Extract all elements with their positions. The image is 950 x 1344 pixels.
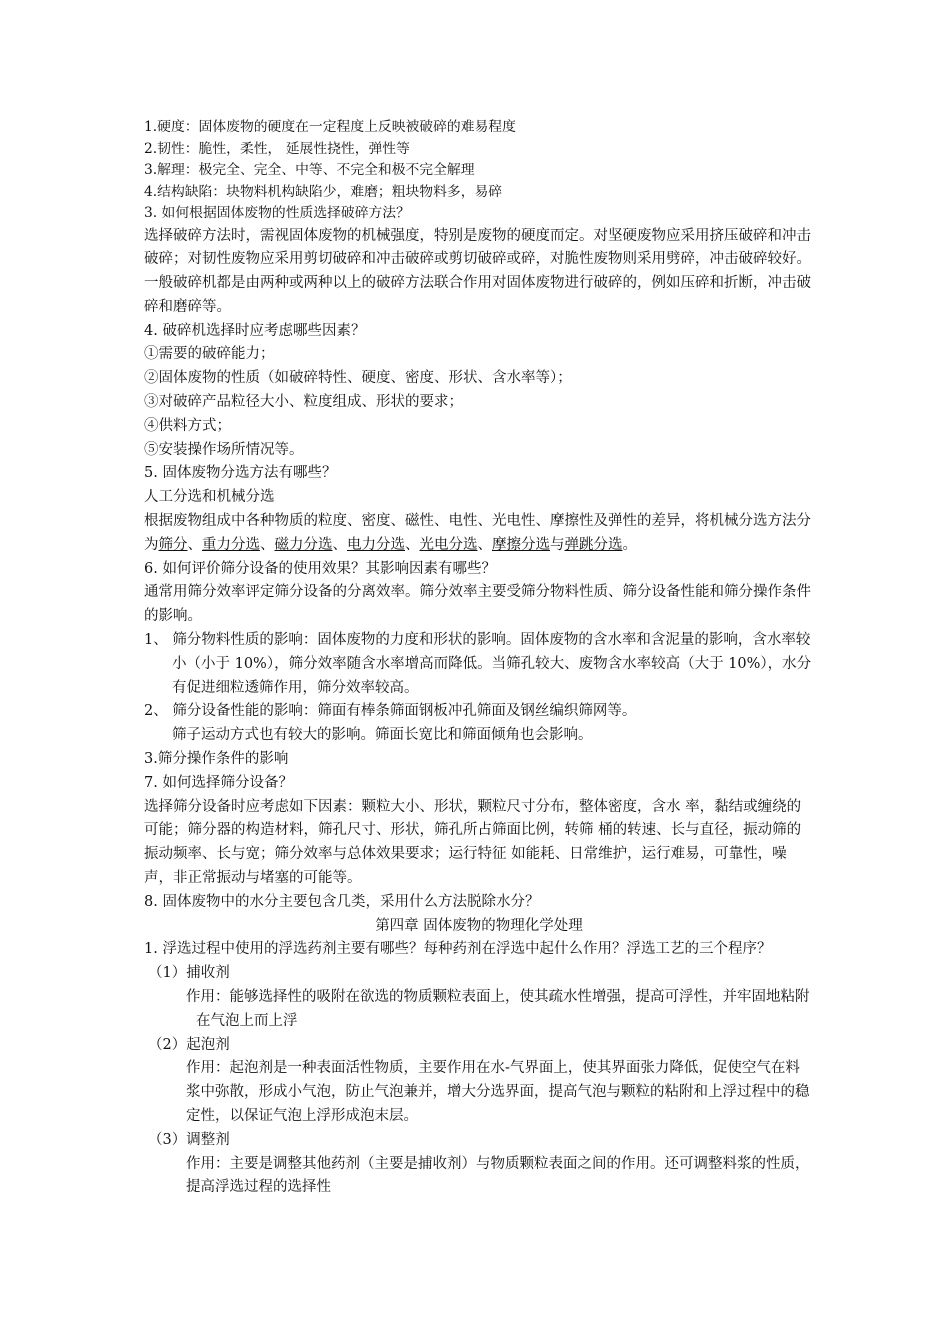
reagent-3-desc: 作用：主要是调整其他药剂（主要是捕收剂）与物质颗粒表面之间的作用。还可调整料浆的性质，提高浮选过程的选择性 (186, 1155, 810, 1196)
property-hardness: 1.硬度：固体废物的硬度在一定程度上反映被破碎的难易程度 (144, 119, 516, 135)
term-photoelectric: 光电分选 (419, 536, 478, 553)
separator: 、 (332, 536, 347, 553)
period: 。 (622, 536, 637, 553)
question-6: 6. 如何评价筛分设备的使用效果？其影响因素有哪些？ (144, 560, 496, 577)
answer-5-summary: 人工分选和机械分选 (144, 489, 275, 506)
influence-3: 3.筛分操作条件的影响 (144, 751, 289, 768)
answer-6: 通常用筛分效率评定筛分设备的分离效率。筛分效率主要受筛分物料性质、筛分设备性能和筛分操作条件的影响。 (144, 584, 811, 625)
factor-2: ②固体废物的性质（如破碎特性、硬度、密度、形状、含水率等）； (144, 370, 572, 387)
reagent-3-title: （3）调整剂 (148, 1131, 230, 1148)
term-bounce: 弹跳分选 (564, 536, 623, 553)
influence-1: 1、 筛分物料性质的影响：固体废物的力度和形状的影响。固体废物的含水率和含泥量的影响，含水率较小（小于 10%），筛分效率随含水率增高而降低。当筛孔较大、废物含水率较高（大于 10%），水分有促进细粒透筛作用，筛分效率较高。 (144, 632, 812, 696)
separator: 、 (260, 536, 275, 553)
document-body (144, 117, 814, 1200)
reagent-2-desc: 作用：起泡剂是一种表面活性物质，主要作用在水-气界面上，使其界面张力降低，促使空气在料浆中弥散，形成小气泡，防止气泡兼并，增大分选界面，提高气泡与颗粒的粘附和上浮过程中的稳定性，以保证气泡上浮形成泡末层。 (186, 1060, 810, 1124)
separator: 与 (550, 536, 565, 553)
question-5: 5. 固体废物分选方法有哪些？ (144, 465, 337, 482)
separator: 、 (187, 536, 202, 553)
term-screening: 筛分 (158, 536, 188, 553)
answer-3: 选择破碎方法时，需视固体废物的机械强度，特别是废物的硬度而定。对坚硬废物应采用挤压破碎和冲击破碎；对韧性废物应采用剪切破碎和冲击破碎或剪切破碎或碎，对脆性废物则采用劈碎，冲击破碎较好。一般破碎机都是由两种或两种以上的破碎方法联合作用对固体废物进行破碎的，例如压碎和折断，冲击破碎和磨碎等。 (144, 227, 811, 315)
reagent-1-title: （1）捕收剂 (148, 965, 230, 982)
property-toughness: 2.韧性：脆性，柔性， 延展性挠性，弹性等 (144, 140, 410, 157)
question-4: 4. 破碎机选择时应考虑哪些因素？ (144, 322, 366, 339)
factor-4: ④供料方式； (144, 417, 231, 434)
term-magnetic: 磁力分选 (274, 536, 333, 553)
reagent-1-desc: 作用：能够选择性的吸附在欲选的物质颗粒表面上，使其疏水性增强，提高可浮性，并牢固地粘附在气泡上而上浮 (186, 989, 810, 1029)
question-7: 7. 如何选择筛分设备？ (144, 774, 293, 791)
chapter-question-1: 1. 浮选过程中使用的浮选药剂主要有哪些？每种药剂在浮选中起什么作用？浮选工艺的三个程序？ (144, 941, 772, 958)
separator: 、 (477, 536, 492, 553)
term-electric: 电力分选 (347, 536, 405, 553)
property-defects: 4.结构缺陷：块物料机构缺陷少，难磨；粗块物料多，易碎 (144, 183, 503, 200)
separator: 、 (405, 536, 420, 553)
factor-1: ①需要的破碎能力； (144, 346, 275, 363)
chapter-heading: 第四章 固体废物的物理化学处理 (375, 917, 583, 934)
influence-2: 2、 筛分设备性能的影响：筛面有棒条筛面钢板冲孔筛面及钢丝编织筛网等。 (144, 703, 637, 720)
term-friction: 摩擦分选 (492, 536, 550, 553)
answer-7: 选择筛分设备时应考虑如下因素：颗粒大小、形状，颗粒尺寸分布，整体密度，含水 率，黏结或缠绕的可能；筛分器的构造材料，筛孔尺寸、形状，筛孔所占筛面比例，转筛 桶的转速、长与直径，振动筛的振动频率、长与宽；筛分效率与总体效果要求；运行特征 如能耗、日常维护，运行难易，可靠性，噪声，非正常振动与堵塞的可能等。 (144, 798, 802, 887)
question-8: 8. 固体废物中的水分主要包含几类，采用什么方法脱除水分？ (144, 893, 540, 910)
property-cleavage: 3.解理：极完全、完全、中等、不完全和极不完全解理 (144, 162, 475, 178)
question-3: 3. 如何根据固体废物的性质选择破碎方法？ (144, 205, 410, 221)
factor-5: ⑤安装操作场所情况等。 (144, 441, 304, 458)
factor-3: ③对破碎产品粒径大小、粒度组成、形状的要求； (144, 394, 463, 411)
influence-2-continued: 筛子运动方式也有较大的影响。筛面长宽比和筛面倾角也会影响。 (172, 727, 593, 744)
reagent-2-title: （2）起泡剂 (148, 1036, 230, 1053)
answer-5-detail (144, 510, 814, 558)
answer-5-intro: 根据废物组成中各种物质的粒度、密度、磁性、电性、光电性、摩擦性及弹性的差异，将机械分选方法分为 (144, 513, 811, 553)
term-gravity: 重力分选 (202, 536, 260, 553)
